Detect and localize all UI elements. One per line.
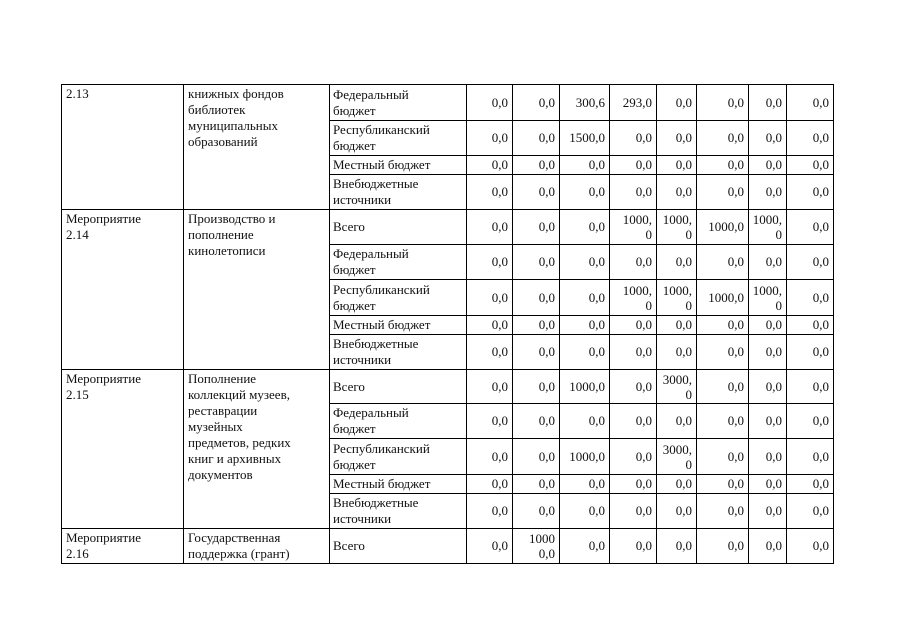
- value-cell: 0,0: [467, 529, 513, 564]
- value-cell: 0,0: [657, 175, 697, 210]
- text-line: 0: [775, 227, 782, 242]
- funding-source-cell: [330, 210, 467, 245]
- text-line: поддержка (грант): [188, 546, 290, 561]
- text-line: 2.15: [66, 387, 89, 402]
- value-cell: 0,0: [513, 280, 560, 316]
- value-cell: 0,0: [697, 316, 749, 335]
- text-line: книг и архивных: [188, 451, 282, 466]
- value-cell: [657, 439, 697, 475]
- table-row: [62, 529, 834, 564]
- value-cell: 0,0: [610, 175, 657, 210]
- value-cell: 1500,0: [560, 121, 610, 156]
- value-cell: 0,0: [560, 335, 610, 370]
- text-line: Пополнение: [188, 371, 257, 386]
- value-cell: 0,0: [657, 156, 697, 175]
- text-line: Мероприятие: [66, 371, 141, 386]
- value-cell: 0,0: [697, 245, 749, 280]
- description-cell: [184, 529, 330, 564]
- text-line: Мероприятие: [66, 530, 141, 545]
- text-line: Государственная: [188, 530, 281, 545]
- text-line: 3000,: [662, 441, 692, 457]
- text-line: Местный бюджет: [333, 476, 431, 491]
- table-row: [62, 85, 834, 121]
- value-cell: 0,0: [467, 121, 513, 156]
- value-cell: 0,0: [787, 370, 834, 404]
- value-cell: 0,0: [610, 316, 657, 335]
- value-cell: 0,0: [467, 156, 513, 175]
- value-cell: 0,0: [787, 121, 834, 156]
- value-cell: 0,0: [787, 210, 834, 245]
- event-cell: [62, 210, 184, 370]
- value-cell: [610, 280, 657, 316]
- event-cell: [62, 370, 184, 529]
- funding-source-cell: [330, 404, 467, 439]
- text-line: 1000,: [622, 212, 652, 227]
- value-cell: 1000,0: [560, 439, 610, 475]
- value-cell: 0,0: [787, 494, 834, 529]
- text-line: Республиканский: [333, 281, 430, 297]
- table-row: [62, 370, 834, 404]
- text-line: бюджет: [333, 102, 376, 118]
- value-cell: 0,0: [697, 85, 749, 121]
- value-cell: 0,0: [749, 175, 787, 210]
- text-line: Внебюджетные: [333, 495, 419, 510]
- value-cell: 0,0: [513, 475, 560, 494]
- text-line: коллекций музеев,: [188, 387, 290, 402]
- text-line: Местный бюджет: [333, 317, 431, 332]
- text-line: Производство и: [188, 211, 276, 226]
- value-cell: 293,0: [610, 85, 657, 121]
- table-row: [62, 210, 834, 245]
- funding-source-cell: [330, 370, 467, 404]
- description-cell: [184, 85, 330, 210]
- value-cell: 0,0: [787, 245, 834, 280]
- value-cell: 0,0: [467, 370, 513, 404]
- value-cell: 0,0: [697, 156, 749, 175]
- text-line: Мероприятие: [66, 211, 141, 226]
- text-line: 0: [645, 297, 652, 313]
- funding-source-cell: [330, 529, 467, 564]
- value-cell: 0,0: [467, 335, 513, 370]
- text-line: источники: [333, 352, 392, 367]
- value-cell: 0,0: [467, 439, 513, 475]
- value-cell: 0,0: [560, 404, 610, 439]
- text-line: 0: [685, 297, 692, 313]
- value-cell: 1000,0: [697, 280, 749, 316]
- value-cell: 0,0: [513, 245, 560, 280]
- description-cell: [184, 370, 330, 529]
- value-cell: 1000,0: [560, 370, 610, 404]
- value-cell: 0,0: [657, 475, 697, 494]
- value-cell: 0,0: [513, 335, 560, 370]
- value-cell: 0,0: [513, 404, 560, 439]
- value-cell: 0,0: [467, 316, 513, 335]
- text-line: 2.16: [66, 546, 89, 561]
- text-line: музейных: [188, 419, 243, 434]
- value-cell: 0,0: [513, 210, 560, 245]
- funding-source-cell: [330, 245, 467, 280]
- funding-source-cell: [330, 280, 467, 316]
- value-cell: 0,0: [749, 316, 787, 335]
- value-cell: 0,0: [467, 210, 513, 245]
- text-line: 0: [775, 297, 782, 313]
- value-cell: 0,0: [749, 475, 787, 494]
- text-line: библиотек: [188, 102, 246, 117]
- value-cell: 0,0: [513, 316, 560, 335]
- text-line: 0: [685, 456, 692, 472]
- text-line: 0: [645, 227, 652, 242]
- value-cell: 0,0: [513, 121, 560, 156]
- value-cell: [749, 210, 787, 245]
- value-cell: 0,0: [657, 85, 697, 121]
- value-cell: [657, 370, 697, 404]
- text-line: образований: [188, 134, 258, 149]
- text-line: бюджет: [333, 262, 376, 277]
- text-line: 2.13: [66, 86, 89, 101]
- text-line: 1000,: [622, 282, 652, 298]
- value-cell: 0,0: [467, 475, 513, 494]
- text-line: реставрации: [188, 403, 258, 418]
- text-line: Федеральный: [333, 405, 409, 420]
- value-cell: 1000,0: [697, 210, 749, 245]
- budget-table-page: [61, 84, 834, 564]
- value-cell: 0,0: [787, 280, 834, 316]
- value-cell: 0,0: [657, 245, 697, 280]
- value-cell: 0,0: [787, 85, 834, 121]
- value-cell: 0,0: [787, 316, 834, 335]
- text-line: бюджет: [333, 456, 376, 472]
- value-cell: 0,0: [610, 121, 657, 156]
- value-cell: 0,0: [467, 85, 513, 121]
- value-cell: 0,0: [697, 404, 749, 439]
- value-cell: 0,0: [560, 529, 610, 564]
- value-cell: 300,6: [560, 85, 610, 121]
- value-cell: 0,0: [657, 494, 697, 529]
- funding-source-cell: [330, 316, 467, 335]
- value-cell: 0,0: [787, 404, 834, 439]
- value-cell: 0,0: [749, 85, 787, 121]
- text-line: 0: [685, 386, 692, 402]
- value-cell: 0,0: [467, 175, 513, 210]
- value-cell: 0,0: [560, 210, 610, 245]
- text-line: документов: [188, 467, 253, 482]
- funding-source-cell: [330, 121, 467, 156]
- funding-source-cell: [330, 439, 467, 475]
- value-cell: 0,0: [610, 529, 657, 564]
- text-line: кинолетописи: [188, 243, 266, 258]
- event-cell: [62, 85, 184, 210]
- value-cell: 0,0: [749, 439, 787, 475]
- value-cell: [513, 529, 560, 564]
- value-cell: 0,0: [610, 245, 657, 280]
- text-line: пополнение: [188, 227, 254, 242]
- text-line: 1000,: [752, 212, 782, 227]
- value-cell: 0,0: [657, 335, 697, 370]
- funding-source-cell: [330, 494, 467, 529]
- funding-source-cell: [330, 475, 467, 494]
- value-cell: 0,0: [657, 121, 697, 156]
- text-line: Федеральный: [333, 86, 409, 102]
- text-line: Всего: [333, 378, 365, 394]
- text-line: 2.14: [66, 227, 89, 242]
- funding-source-cell: [330, 85, 467, 121]
- value-cell: 0,0: [697, 370, 749, 404]
- text-line: 1000,: [662, 282, 692, 298]
- text-line: источники: [333, 192, 392, 207]
- text-line: Всего: [333, 538, 365, 553]
- value-cell: 0,0: [467, 404, 513, 439]
- text-line: 1000: [529, 531, 555, 546]
- text-line: предметов, редких: [188, 435, 291, 450]
- value-cell: 0,0: [560, 156, 610, 175]
- value-cell: 0,0: [787, 156, 834, 175]
- value-cell: 0,0: [697, 475, 749, 494]
- value-cell: [657, 280, 697, 316]
- description-cell: [184, 210, 330, 370]
- value-cell: 0,0: [697, 175, 749, 210]
- value-cell: 0,0: [697, 335, 749, 370]
- value-cell: 0,0: [467, 245, 513, 280]
- text-line: 0: [685, 227, 692, 242]
- value-cell: 0,0: [749, 404, 787, 439]
- value-cell: 0,0: [610, 439, 657, 475]
- text-line: 1000,: [752, 282, 782, 298]
- value-cell: [749, 280, 787, 316]
- value-cell: 0,0: [749, 494, 787, 529]
- text-line: Местный бюджет: [333, 157, 431, 172]
- budget-table: [61, 84, 834, 564]
- text-line: Внебюджетные: [333, 336, 419, 351]
- value-cell: 0,0: [610, 404, 657, 439]
- text-line: 3000,: [662, 371, 692, 387]
- value-cell: 0,0: [749, 245, 787, 280]
- text-line: Внебюджетные: [333, 176, 419, 191]
- value-cell: 0,0: [513, 175, 560, 210]
- value-cell: 0,0: [657, 316, 697, 335]
- value-cell: 0,0: [787, 335, 834, 370]
- value-cell: 0,0: [467, 494, 513, 529]
- value-cell: 0,0: [610, 475, 657, 494]
- text-line: бюджет: [333, 297, 376, 313]
- value-cell: 0,0: [560, 475, 610, 494]
- event-cell: [62, 529, 184, 564]
- value-cell: [610, 210, 657, 245]
- value-cell: 0,0: [657, 404, 697, 439]
- value-cell: 0,0: [560, 280, 610, 316]
- text-line: Всего: [333, 219, 365, 234]
- value-cell: [657, 210, 697, 245]
- value-cell: 0,0: [749, 156, 787, 175]
- funding-source-cell: [330, 175, 467, 210]
- text-line: источники: [333, 511, 392, 526]
- value-cell: 0,0: [749, 335, 787, 370]
- text-line: бюджет: [333, 421, 376, 436]
- value-cell: 0,0: [610, 370, 657, 404]
- value-cell: 0,0: [749, 370, 787, 404]
- funding-source-cell: [330, 156, 467, 175]
- value-cell: 0,0: [697, 529, 749, 564]
- table-body: [62, 85, 834, 564]
- text-line: Республиканский: [333, 440, 430, 456]
- value-cell: 0,0: [513, 439, 560, 475]
- value-cell: 0,0: [787, 439, 834, 475]
- value-cell: 0,0: [513, 85, 560, 121]
- value-cell: 0,0: [787, 529, 834, 564]
- value-cell: 0,0: [513, 156, 560, 175]
- funding-source-cell: [330, 335, 467, 370]
- value-cell: 0,0: [560, 175, 610, 210]
- text-line: бюджет: [333, 138, 376, 153]
- value-cell: 0,0: [787, 475, 834, 494]
- text-line: книжных фондов: [188, 86, 284, 101]
- value-cell: 0,0: [560, 316, 610, 335]
- value-cell: 0,0: [560, 494, 610, 529]
- value-cell: 0,0: [560, 245, 610, 280]
- value-cell: 0,0: [749, 121, 787, 156]
- value-cell: 0,0: [513, 370, 560, 404]
- text-line: Республиканский: [333, 122, 430, 137]
- text-line: муниципальных: [188, 118, 279, 133]
- value-cell: 0,0: [697, 439, 749, 475]
- value-cell: 0,0: [697, 121, 749, 156]
- value-cell: 0,0: [610, 494, 657, 529]
- text-line: 1000,: [662, 212, 692, 227]
- value-cell: 0,0: [467, 280, 513, 316]
- value-cell: 0,0: [749, 529, 787, 564]
- value-cell: 0,0: [697, 494, 749, 529]
- value-cell: 0,0: [787, 175, 834, 210]
- value-cell: 0,0: [610, 156, 657, 175]
- value-cell: 0,0: [610, 335, 657, 370]
- value-cell: 0,0: [657, 529, 697, 564]
- text-line: Федеральный: [333, 246, 409, 261]
- value-cell: 0,0: [513, 494, 560, 529]
- text-line: 0,0: [538, 546, 555, 561]
